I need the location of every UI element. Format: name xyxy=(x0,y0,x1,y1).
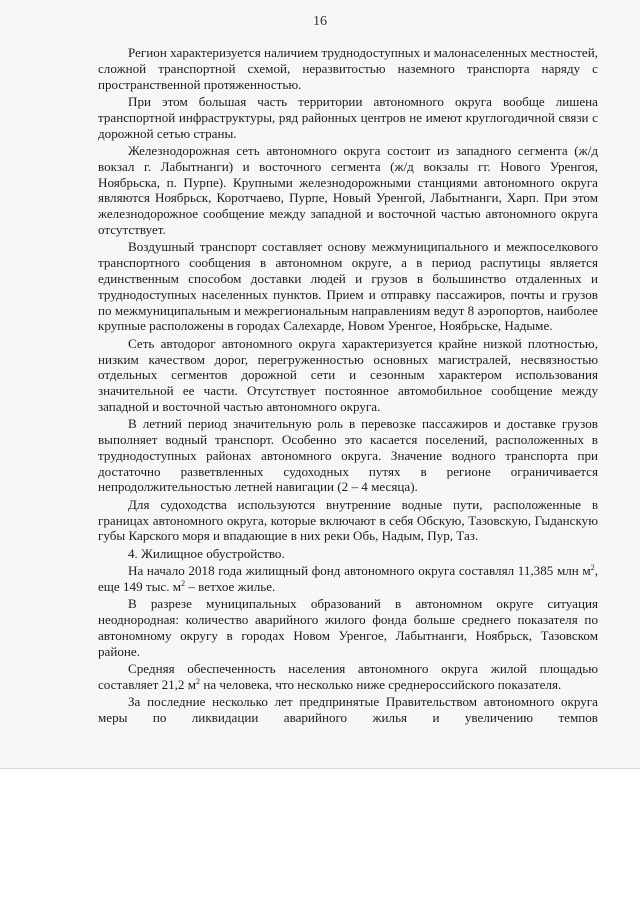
housing-sup-2: 2 xyxy=(181,579,186,589)
page-number: 16 xyxy=(313,14,327,29)
paragraph-water-transport: В летний период значительную роль в перевозке пассажиров и доставке грузов выполняет водный транспорт. Особенно это касается поселений, расположенных в труднодоступных районах автономного округа. Значение водного транспорта при достаточно разветвленных судоходных путях в регионе ограничивается непродолжительностью летней навигации (2 – 4 месяца). xyxy=(98,416,598,495)
paragraph-housing-stock xyxy=(98,563,598,595)
paragraph-railway: Железнодорожная сеть автономного округа состоит из западного сегмента (ж/д вокзал г. Лабытнанги) и восточного сегмента (ж/д вокзалы гг. Нового Уренгоя, Ноябрьска, п. Пурпе). Крупными железнодорожными станциями автономного округа являются Ноябрьск, Коротчаево, Пурпе, Новый Уренгой, Лабытнанги, Харп. При этом железнодорожное сообщение между западной и восточной частью автономного округа отсутствует. xyxy=(98,142,598,237)
area-text-2: на человека, что несколько ниже среднероссийского показателя. xyxy=(200,677,562,693)
paragraph-roads: Сеть автодорог автономного округа характеризуется крайне низкой плотностью, низким качеством дорог, перегруженностью основных магистралей, несвязностью отдельных сегментов дорожной сети и сезонным характером использования значительной ее части. Отсутствует постоянное автомобильное сообщение между западной и восточной частью автономного округа. xyxy=(98,335,598,414)
section-heading-housing: 4. Жилищное обустройство. xyxy=(128,545,285,561)
blank-area xyxy=(0,769,640,905)
housing-text-3: – ветхое жилье. xyxy=(185,579,276,595)
paragraph-final: За последние несколько лет предпринятые Правительством автономного округа меры по ликвидации аварийного жилья и увеличению темпов xyxy=(98,694,598,726)
housing-sup-1: 2 xyxy=(590,563,595,573)
paragraph-infrastructure: При этом большая часть территории автономного округа вообще лишена транспортной инфраструктуры, ряд районных центров не имеют круглогодичной связи с дорожной сетью страны. xyxy=(98,93,598,141)
paragraph-living-area xyxy=(98,661,598,693)
paragraph-region: Регион характеризуется наличием труднодоступных и малонаселенных местностей, сложной транспортной схемой, неразвитостью наземного транспорта наряду с пространственной протяженностью. xyxy=(98,45,598,92)
housing-text-2: , еще 149 тыс. м xyxy=(98,563,598,595)
page-body xyxy=(98,45,598,728)
area-sup: 2 xyxy=(196,677,201,687)
paragraph-waterways: Для судоходства используются внутренние водные пути, расположенные в границах автономного округа, которые включают в себя Обскую, Тазовскую, Гыданскую губы Карского моря и впадающие в них реки Обь, Надым, Пур, Таз. xyxy=(98,496,598,544)
housing-text-1: На начало 2018 года жилищный фонд автономного округа составлял 11,385 млн м xyxy=(128,563,591,579)
paragraph-air-transport: Воздушный транспорт составляет основу межмуниципального и межпоселкового транспортного сообщения в автономном округе, а в период распутицы является единственным способом доставки людей и грузов в большинство отдаленных и труднодоступных населенных пунктов. Прием и отправку пассажиров, почты и грузов по межмуниципальным и межрегиональным направлениям ведут 8 аэропортов, наиболее крупные расположены в городах Салехарде, Новом Уренгое, Ноябрьске, Надыме. xyxy=(98,239,598,334)
paragraph-municipal: В разрезе муниципальных образований в автономном округе ситуация неоднородная: количество аварийного жилого фонда больше среднего показателя по автономному округу в городах Новом Уренгое, Лабытнанги, Ноябрьск, Тазовском районе. xyxy=(98,596,598,659)
area-text-1: Средняя обеспеченность населения автономного округа жилой площадью составляет 21,2 м xyxy=(98,661,598,693)
